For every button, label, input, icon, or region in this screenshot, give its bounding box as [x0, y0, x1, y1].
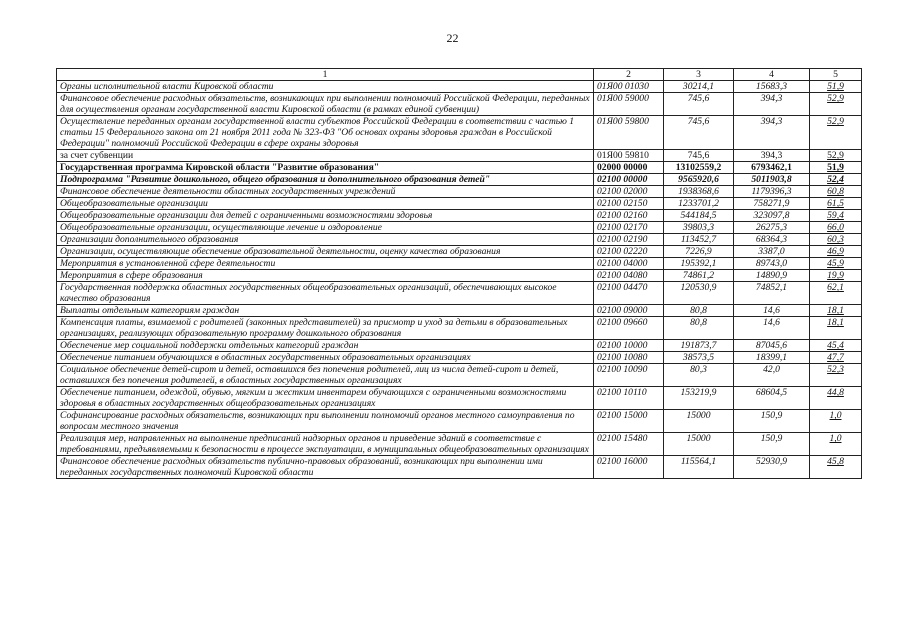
row-percent-cell — [810, 186, 862, 198]
row-percent-cell — [810, 364, 862, 387]
row-actual-amount-cell: 394,3 — [734, 150, 810, 162]
row-name-cell: Компенсация платы, взимаемой с родителей (законных представителей) за присмотр и уход за детьми в образовательных организациях, реализующих образовательную программу дошкольного образования — [57, 317, 594, 340]
table-row — [57, 282, 862, 305]
row-planned-amount-cell: 15000 — [664, 433, 734, 456]
percent-value: 52,4 — [827, 174, 844, 185]
row-planned-amount-cell: 1938368,6 — [664, 186, 734, 198]
row-planned-amount-cell: 7226,9 — [664, 246, 734, 258]
row-name-cell: Мероприятия в установленной сфере деятельности — [57, 258, 594, 270]
row-name-cell: за счет субвенции — [57, 150, 594, 162]
row-name-cell: Организации дополнительного образования — [57, 234, 594, 246]
row-planned-amount-cell: 30214,1 — [664, 81, 734, 93]
row-code-cell: 02100 09000 — [594, 305, 664, 317]
column-header: 5 — [810, 69, 862, 81]
row-name-cell: Мероприятия в сфере образования — [57, 270, 594, 282]
row-name-cell: Общеобразовательные организации для детей с ограниченными возможностями здоровья — [57, 210, 594, 222]
percent-value: 46,9 — [827, 246, 844, 257]
row-planned-amount-cell: 745,6 — [664, 150, 734, 162]
row-actual-amount-cell: 5011903,8 — [734, 174, 810, 186]
row-code-cell: 01Я00 59800 — [594, 116, 664, 150]
percent-value: 51,9 — [827, 81, 844, 92]
row-name-cell: Социальное обеспечение детей-сирот и детей, оставшихся без попечения родителей, лиц из числа детей-сирот и детей, оставшихся без попечения родителей, в областных государственных организациях — [57, 364, 594, 387]
row-actual-amount-cell: 323097,8 — [734, 210, 810, 222]
row-code-cell: 01Я00 01030 — [594, 81, 664, 93]
percent-value: 66,0 — [827, 222, 844, 233]
row-planned-amount-cell: 113452,7 — [664, 234, 734, 246]
table-header-row — [57, 69, 862, 81]
row-percent-cell — [810, 150, 862, 162]
row-name-cell: Финансовое обеспечение расходных обязательств, возникающих при выполнении полномочий Российской Федерации, переданных для осуществления органам государственной власти Кировской области (в рамках единой субвенции) — [57, 93, 594, 116]
row-planned-amount-cell: 745,6 — [664, 93, 734, 116]
row-percent-cell — [810, 210, 862, 222]
row-name-cell: Подпрограмма "Развитие дошкольного, общего образования и дополнительного образования детей" — [57, 174, 594, 186]
row-percent-cell — [810, 340, 862, 352]
row-actual-amount-cell: 14890,9 — [734, 270, 810, 282]
row-name-cell: Осуществление переданных органам государственной власти субъектов Российской Федерации в соответствии с частью 1 статьи 15 Федерального закона от 21 ноября 2011 года № 323-ФЗ "Об основах охраны здоровья граждан в Российской Федерации" полномочий Российской Федерации в сфере охраны здоровья — [57, 116, 594, 150]
table-row — [57, 352, 862, 364]
row-actual-amount-cell: 18399,1 — [734, 352, 810, 364]
row-actual-amount-cell: 42,0 — [734, 364, 810, 387]
row-name-cell: Обеспечение мер социальной поддержки отдельных категорий граждан — [57, 340, 594, 352]
row-code-cell: 01Я00 59810 — [594, 150, 664, 162]
column-header: 4 — [734, 69, 810, 81]
percent-value: 52,9 — [827, 150, 844, 161]
row-actual-amount-cell: 15683,3 — [734, 81, 810, 93]
row-actual-amount-cell: 1179396,3 — [734, 186, 810, 198]
table-row — [57, 433, 862, 456]
row-actual-amount-cell: 87045,6 — [734, 340, 810, 352]
row-name-cell: Реализация мер, направленных на выполнение предписаний надзорных органов и приведение зданий в соответствие с требованиями, предъявляемыми к безопасности в процессе эксплуатации, в муниципальных общеобразовательных организациях — [57, 433, 594, 456]
table-row — [57, 222, 862, 234]
row-actual-amount-cell: 68364,3 — [734, 234, 810, 246]
percent-value: 45,9 — [827, 258, 844, 269]
row-code-cell: 02100 02170 — [594, 222, 664, 234]
column-header: 1 — [57, 69, 594, 81]
row-planned-amount-cell: 191873,7 — [664, 340, 734, 352]
percent-value: 47,7 — [827, 352, 844, 363]
row-actual-amount-cell: 68604,5 — [734, 387, 810, 410]
row-actual-amount-cell: 14,6 — [734, 317, 810, 340]
row-percent-cell — [810, 433, 862, 456]
row-planned-amount-cell: 13102559,2 — [664, 162, 734, 174]
row-planned-amount-cell: 153219,9 — [664, 387, 734, 410]
table-row — [57, 317, 862, 340]
table-row — [57, 198, 862, 210]
percent-value: 52,3 — [827, 364, 844, 375]
percent-value: 1,0 — [829, 433, 842, 444]
row-code-cell: 01Я00 59000 — [594, 93, 664, 116]
row-name-cell: Государственная программа Кировской области "Развитие образования" — [57, 162, 594, 174]
row-actual-amount-cell: 6793462,1 — [734, 162, 810, 174]
row-percent-cell — [810, 222, 862, 234]
row-percent-cell — [810, 81, 862, 93]
row-code-cell: 02100 02160 — [594, 210, 664, 222]
table-row — [57, 210, 862, 222]
row-code-cell: 02100 16000 — [594, 456, 664, 479]
row-percent-cell — [810, 305, 862, 317]
row-name-cell: Софинансирование расходных обязательств, возникающих при выполнении полномочий органов местного самоуправления по вопросам местного значения — [57, 410, 594, 433]
row-name-cell: Финансовое обеспечение расходных обязательств публично-правовых образований, возникающих при выполнении ими переданных государственных полномочий Кировской области — [57, 456, 594, 479]
percent-value: 18,1 — [827, 305, 844, 316]
row-percent-cell — [810, 352, 862, 364]
budget-table — [56, 68, 862, 479]
row-code-cell: 02100 04080 — [594, 270, 664, 282]
row-code-cell: 02100 04470 — [594, 282, 664, 305]
row-name-cell: Общеобразовательные организации, осуществляющие лечение и оздоровление — [57, 222, 594, 234]
row-percent-cell — [810, 410, 862, 433]
table-row — [57, 456, 862, 479]
row-percent-cell — [810, 387, 862, 410]
row-code-cell: 02100 10000 — [594, 340, 664, 352]
row-planned-amount-cell: 38573,5 — [664, 352, 734, 364]
row-code-cell: 02100 10080 — [594, 352, 664, 364]
row-code-cell: 02100 02220 — [594, 246, 664, 258]
percent-value: 52,9 — [827, 116, 844, 127]
percent-value: 19,9 — [827, 270, 844, 281]
percent-value: 1,0 — [829, 410, 842, 421]
column-header: 3 — [664, 69, 734, 81]
row-code-cell: 02000 00000 — [594, 162, 664, 174]
table-row — [57, 364, 862, 387]
table-row — [57, 387, 862, 410]
row-planned-amount-cell: 39803,3 — [664, 222, 734, 234]
table-row — [57, 150, 862, 162]
row-code-cell: 02100 09660 — [594, 317, 664, 340]
row-percent-cell — [810, 198, 862, 210]
row-actual-amount-cell: 150,9 — [734, 433, 810, 456]
table-row — [57, 186, 862, 198]
row-actual-amount-cell: 74852,1 — [734, 282, 810, 305]
row-planned-amount-cell: 120530,9 — [664, 282, 734, 305]
percent-value: 18,1 — [827, 317, 844, 328]
column-header: 2 — [594, 69, 664, 81]
table-row — [57, 116, 862, 150]
percent-value: 51,9 — [827, 162, 844, 173]
percent-value: 44,8 — [827, 387, 844, 398]
row-planned-amount-cell: 1233701,2 — [664, 198, 734, 210]
row-percent-cell — [810, 162, 862, 174]
row-name-cell: Организации, осуществляющие обеспечение образовательной деятельности, оценку качества образования — [57, 246, 594, 258]
row-name-cell: Выплаты отдельным категориям граждан — [57, 305, 594, 317]
row-code-cell: 02100 10090 — [594, 364, 664, 387]
table-row — [57, 270, 862, 282]
row-code-cell: 02100 15480 — [594, 433, 664, 456]
percent-value: 45,4 — [827, 340, 844, 351]
row-planned-amount-cell: 80,8 — [664, 305, 734, 317]
table-row — [57, 258, 862, 270]
row-code-cell: 02100 02190 — [594, 234, 664, 246]
percent-value: 61,5 — [827, 198, 844, 209]
table-row — [57, 340, 862, 352]
row-percent-cell — [810, 282, 862, 305]
row-planned-amount-cell: 745,6 — [664, 116, 734, 150]
row-name-cell: Обеспечение питанием, одеждой, обувью, мягким и жестким инвентарем обучающихся с ограниченными возможностями здоровья в областных государственных общеобразовательных организациях — [57, 387, 594, 410]
row-planned-amount-cell: 80,8 — [664, 317, 734, 340]
row-planned-amount-cell: 80,3 — [664, 364, 734, 387]
table-row — [57, 162, 862, 174]
row-percent-cell — [810, 116, 862, 150]
row-code-cell: 02100 15000 — [594, 410, 664, 433]
row-name-cell: Обеспечение питанием обучающихся в областных государственных образовательных организациях — [57, 352, 594, 364]
row-planned-amount-cell: 15000 — [664, 410, 734, 433]
row-code-cell: 02100 00000 — [594, 174, 664, 186]
percent-value: 60,8 — [827, 186, 844, 197]
page-number: 22 — [446, 31, 459, 45]
row-actual-amount-cell: 150,9 — [734, 410, 810, 433]
table-row — [57, 305, 862, 317]
row-actual-amount-cell: 394,3 — [734, 93, 810, 116]
row-percent-cell — [810, 246, 862, 258]
table-row — [57, 174, 862, 186]
row-actual-amount-cell: 26275,3 — [734, 222, 810, 234]
row-code-cell: 02100 02000 — [594, 186, 664, 198]
percent-value: 60,3 — [827, 234, 844, 245]
row-name-cell: Финансовое обеспечение деятельности областных государственных учреждений — [57, 186, 594, 198]
row-planned-amount-cell: 115564,1 — [664, 456, 734, 479]
row-code-cell: 02100 02150 — [594, 198, 664, 210]
row-name-cell: Государственная поддержка областных государственных общеобразовательных организаций, обеспечивающих высокое качество образования — [57, 282, 594, 305]
row-percent-cell — [810, 174, 862, 186]
table-row — [57, 246, 862, 258]
row-percent-cell — [810, 93, 862, 116]
row-planned-amount-cell: 9565920,6 — [664, 174, 734, 186]
row-actual-amount-cell: 14,6 — [734, 305, 810, 317]
row-percent-cell — [810, 258, 862, 270]
table-row — [57, 81, 862, 93]
row-name-cell: Органы исполнительной власти Кировской области — [57, 81, 594, 93]
row-actual-amount-cell: 394,3 — [734, 116, 810, 150]
table-row — [57, 93, 862, 116]
row-planned-amount-cell: 74861,2 — [664, 270, 734, 282]
row-percent-cell — [810, 270, 862, 282]
row-actual-amount-cell: 3387,0 — [734, 246, 810, 258]
percent-value: 52,9 — [827, 93, 844, 104]
percent-value: 59,4 — [827, 210, 844, 221]
row-actual-amount-cell: 52930,9 — [734, 456, 810, 479]
percent-value: 62,1 — [827, 282, 844, 293]
row-actual-amount-cell: 89743,0 — [734, 258, 810, 270]
row-percent-cell — [810, 456, 862, 479]
row-percent-cell — [810, 317, 862, 340]
row-planned-amount-cell: 544184,5 — [664, 210, 734, 222]
percent-value: 45,8 — [827, 456, 844, 467]
table-row — [57, 410, 862, 433]
row-percent-cell — [810, 234, 862, 246]
row-code-cell: 02100 10110 — [594, 387, 664, 410]
row-name-cell: Общеобразовательные организации — [57, 198, 594, 210]
table-body — [57, 81, 862, 479]
row-actual-amount-cell: 758271,9 — [734, 198, 810, 210]
table-row — [57, 234, 862, 246]
row-planned-amount-cell: 195392,1 — [664, 258, 734, 270]
row-code-cell: 02100 04000 — [594, 258, 664, 270]
